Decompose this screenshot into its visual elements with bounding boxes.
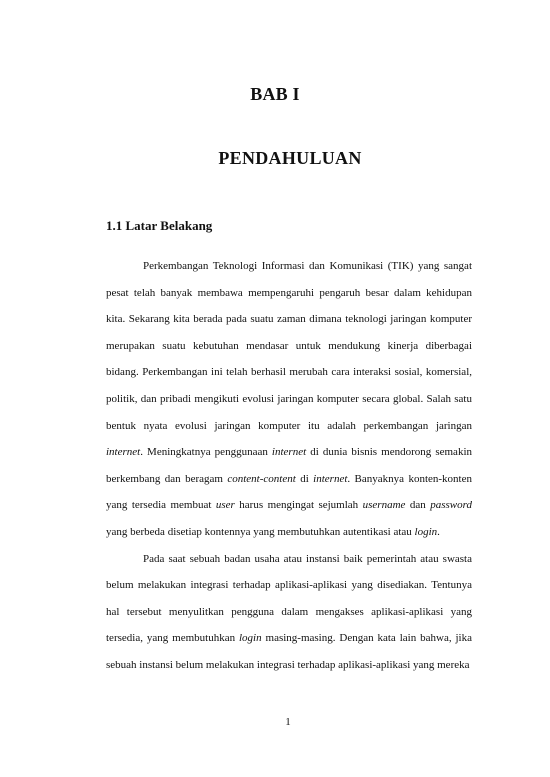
italic-term: username	[362, 499, 406, 512]
text-segment: di dunia bisnis mendorong semakin berkembang dan beragam	[106, 446, 472, 485]
paragraph	[106, 546, 472, 679]
text-segment: . Banyaknya konten-konten yang tersedia membuat	[106, 472, 472, 512]
text-segment: .	[437, 525, 440, 538]
italic-term: login	[414, 525, 438, 538]
text-segment: harus mengingat sejumlah	[234, 499, 363, 512]
italic-term: user	[215, 499, 235, 512]
chapter-label: BAB I	[250, 84, 300, 104]
text-segment: di	[295, 472, 314, 485]
text-segment: dan	[405, 499, 431, 512]
chapter-title: PENDAHULUAN	[218, 148, 362, 168]
paragraph	[106, 253, 472, 546]
body-text	[106, 253, 472, 679]
italic-term: internet	[106, 446, 141, 459]
italic-term: internet	[271, 446, 307, 459]
text-segment: . Meningkatnya penggunaan	[140, 446, 272, 459]
page-number: 1	[285, 716, 291, 728]
italic-term: internet	[313, 472, 348, 485]
italic-term: password	[430, 499, 472, 512]
text-segment: Perkembangan Teknologi Informasi dan Komunikasi (TIK) yang sangat pesat telah banyak membawa mempengaruhi pengaruh besar dalam kehidupan kita. Sekarang kita berada pada suatu zaman dimana teknologi jaringan komputer merupakan suatu kebutuhan mendasar untuk mendukung kinerja diberbagai bidang. Perkembangan ini telah berhasil merubah cara interaksi sosial, komersial, politik, dan pribadi mengikuti evolusi jaringan komputer secara global. Salah satu bentuk nyata evolusi jaringan komputer itu adalah perkembangan jaringan	[106, 260, 472, 432]
italic-term: content-content	[227, 472, 296, 485]
text-segment: Pada saat sebuah badan usaha atau instansi baik pemerintah atau swasta belum melakukan integrasi terhadap aplikasi-aplikasi yang disediakan. Tentunya hal tersebut menyulitkan pengguna dalam mengakses aplikasi-aplikasi yang tersedia, yang membutuhkan	[106, 552, 472, 645]
section-heading: 1.1 Latar Belakang	[106, 218, 213, 233]
text-segment: masing-masing. Dengan kata lain bahwa, jika sebuah instansi belum melakukan integrasi terhadap aplikasi-aplikasi yang mereka	[106, 632, 472, 671]
text-segment: yang berbeda disetiap kontennya yang membutuhkan autentikasi atau	[106, 525, 415, 538]
italic-term: login	[238, 632, 262, 645]
